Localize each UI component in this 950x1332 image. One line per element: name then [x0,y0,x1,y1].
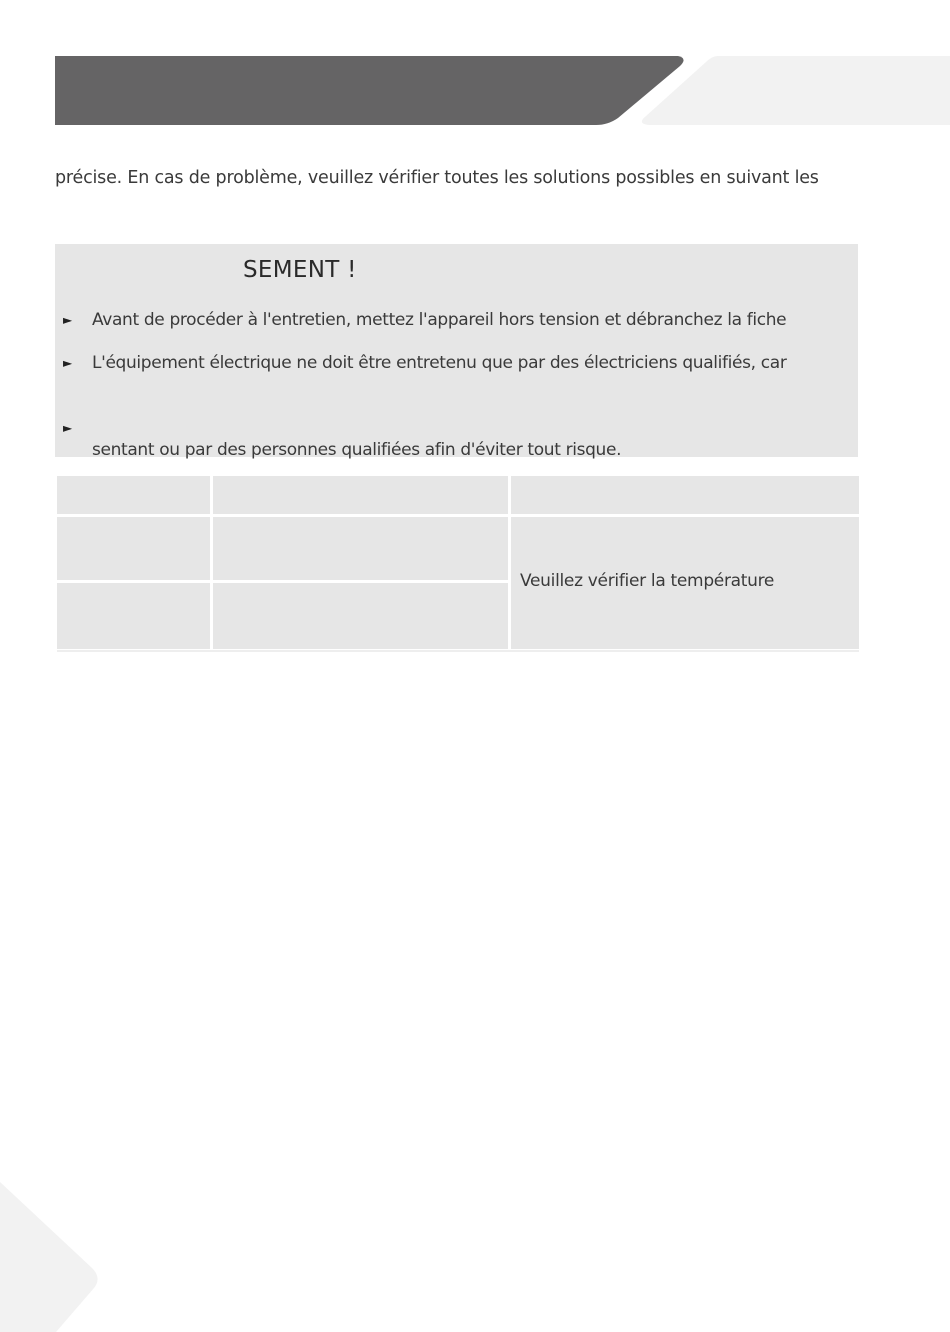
header-dark-tab [55,56,684,125]
warning-item-text: Avant de procéder à l'entretien, mettez l'appareil hors tension et débranchez la fiche [92,310,787,330]
warning-item [55,308,858,332]
table-bottom-border [57,650,859,652]
table-merged-cell [511,517,859,649]
table-cell [213,517,508,580]
triangle-bullet-icon: ► [63,356,73,370]
table-cell-text: Veuillez vérifier la température [520,571,775,591]
troubleshooting-table [57,476,859,652]
corner-decoration [0,1180,110,1332]
warning-item-text: L'équipement électrique ne doit être entretenu que par des électriciens qualifiés, car [92,353,787,373]
corner-shape [0,1182,98,1332]
triangle-bullet-icon: ► [63,313,73,327]
table-header-cell [57,476,210,514]
warning-item [55,351,858,375]
table-header-cell [511,476,859,514]
intro-paragraph: précise. En cas de problème, veuillez vérifier toutes les solutions possibles en suivant les [55,168,819,188]
warning-item [55,416,858,460]
header-light-tab [642,56,950,125]
table-cell [57,583,210,649]
table-header-cell [213,476,508,514]
triangle-bullet-icon: ► [63,421,73,435]
warning-box [55,244,858,460]
header-banner [0,0,950,140]
warning-title: SEMENT ! [243,257,357,283]
warning-item-continuation: sentant ou par des personnes qualifiées afin d'éviter tout risque. [92,440,622,460]
table-cell [57,517,210,580]
table-cell [213,583,508,649]
